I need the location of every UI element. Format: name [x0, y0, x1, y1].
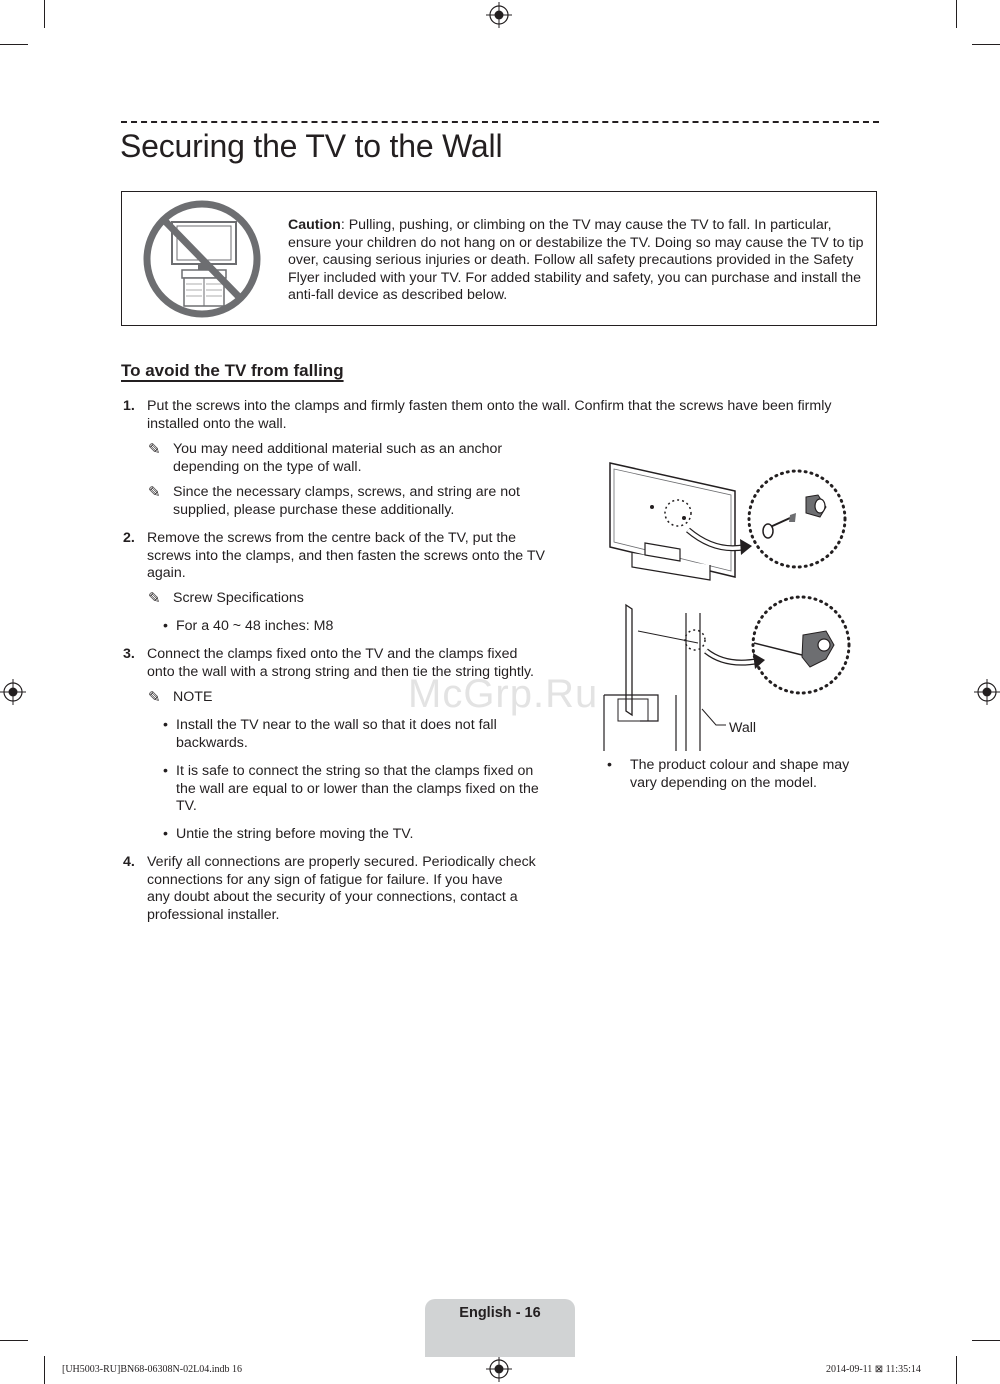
- step1-note1: [173, 441, 563, 476]
- step1-line: Put the screws into the clamps and firmly fasten them onto the wall. Confirm that the screws have been firmly: [147, 398, 832, 414]
- crop-mark: [972, 1340, 1000, 1341]
- step3-line: onto the wall with a strong string and then tie the string tightly.: [147, 663, 534, 680]
- step2-line: screws into the clamps, and then fasten the screws onto the TV: [147, 547, 545, 564]
- screw-spec-note: Screw Specifications: [173, 590, 304, 606]
- crop-mark: [0, 1340, 28, 1341]
- bullet-glyph: •: [163, 618, 168, 634]
- note-pencil-icon: ✎: [148, 484, 161, 501]
- step-number: 4.: [123, 854, 135, 870]
- note-line: Since the necessary clamps, screws, and string are not: [173, 484, 520, 500]
- note-line: You may need additional material such as an anchor: [173, 441, 503, 457]
- step1-note2: [173, 484, 563, 519]
- crop-mark: [44, 1356, 45, 1384]
- caution-box: [121, 191, 877, 326]
- step3-bullet1: [176, 717, 556, 752]
- caution-line: over, causing serious injuries or death. Follow all safety precautions provided in the Safety: [288, 252, 854, 269]
- bullet-glyph: •: [163, 826, 168, 842]
- caution-line: : Pulling, pushing, or climbing on the TV may cause the TV to fall. In particular,: [340, 217, 832, 233]
- caution-line: anti-fall device as described below.: [288, 287, 508, 304]
- note-line: supplied, please purchase these additionally.: [173, 501, 455, 518]
- step3-line: Connect the clamps fixed onto the TV and the clamps fixed: [147, 646, 518, 662]
- caution-line: ensure your children do not hang on or destabilize the TV. Doing so may cause the TV to tip: [288, 234, 864, 251]
- note-pencil-icon: ✎: [148, 441, 161, 458]
- illustration-caption: [630, 757, 870, 792]
- caution-label: Caution: [288, 217, 341, 233]
- note-pencil-icon: ✎: [148, 689, 161, 706]
- step3-bullet2: [176, 763, 556, 816]
- step4-line: professional installer.: [147, 906, 280, 923]
- title-dashed-rule: [121, 121, 879, 123]
- note-label: NOTE: [173, 689, 213, 705]
- page-number-tab: [425, 1299, 575, 1357]
- crop-mark: [972, 44, 1000, 45]
- screw-spec-value: For a 40 ~ 48 inches: M8: [176, 618, 334, 634]
- step1-line: installed onto the wall.: [147, 415, 287, 432]
- no-climbing-warning-icon: [142, 200, 264, 320]
- step-number: 1.: [123, 398, 135, 414]
- registration-mark-top-icon: [486, 2, 512, 28]
- bullet-glyph: •: [607, 757, 612, 773]
- crop-mark: [956, 1356, 957, 1384]
- step-number: 3.: [123, 646, 135, 662]
- print-slug-right: 2014-09-11 ⊠ 11:35:14: [826, 1364, 921, 1375]
- bullet-line: backwards.: [176, 734, 248, 751]
- step4-text: [147, 854, 567, 924]
- bullet-glyph: •: [163, 717, 168, 733]
- note-line: depending on the type of wall.: [173, 458, 362, 475]
- step4-line: connections for any sign of fatigue for failure. If you have: [147, 871, 503, 888]
- step2-line: Remove the screws from the centre back of the TV, put the: [147, 530, 517, 546]
- section-heading: To avoid the TV from falling: [121, 361, 344, 380]
- bullet-glyph: •: [163, 763, 168, 779]
- step-number: 2.: [123, 530, 135, 546]
- bullet-line: TV.: [176, 798, 197, 815]
- registration-mark-right-icon: [974, 679, 1000, 705]
- page-title: Securing the TV to the Wall: [120, 128, 503, 164]
- bullet-line: the wall are equal to or lower than the clamps fixed on the: [176, 780, 539, 797]
- step3-bullet3: Untie the string before moving the TV.: [176, 826, 414, 842]
- crop-mark: [956, 0, 957, 28]
- page-number: English - 16: [459, 1305, 541, 1321]
- crop-mark: [44, 0, 45, 28]
- tv-back-clamp-illustration: [600, 455, 860, 585]
- bullet-line: Install the TV near to the wall so that it does not fall: [176, 717, 497, 733]
- caption-line: The product colour and shape may: [630, 757, 850, 773]
- print-slug-left: [UH5003-RU]BN68-06308N-02L04.indb 16: [62, 1364, 242, 1375]
- wall-label: Wall: [729, 720, 757, 736]
- caution-line: Flyer included with your TV. For added stability and safety, you can purchase and install the: [288, 269, 862, 286]
- watermark-text: McGrp.Ru: [408, 672, 599, 716]
- step4-line: any doubt about the security of your connections, contact a: [147, 889, 518, 906]
- bullet-line: It is safe to connect the string so that the clamps fixed on: [176, 763, 534, 779]
- note-pencil-icon: ✎: [148, 590, 161, 607]
- step2-line: again.: [147, 565, 186, 582]
- step4-line: Verify all connections are properly secured. Periodically check: [147, 854, 536, 870]
- caption-line: vary depending on the model.: [630, 774, 817, 791]
- registration-mark-left-icon: [0, 679, 26, 705]
- step1-text: [147, 398, 867, 433]
- step2-text: [147, 530, 567, 583]
- crop-mark: [0, 44, 28, 45]
- caution-paragraph: [288, 217, 868, 305]
- registration-mark-bottom-icon: [486, 1356, 512, 1382]
